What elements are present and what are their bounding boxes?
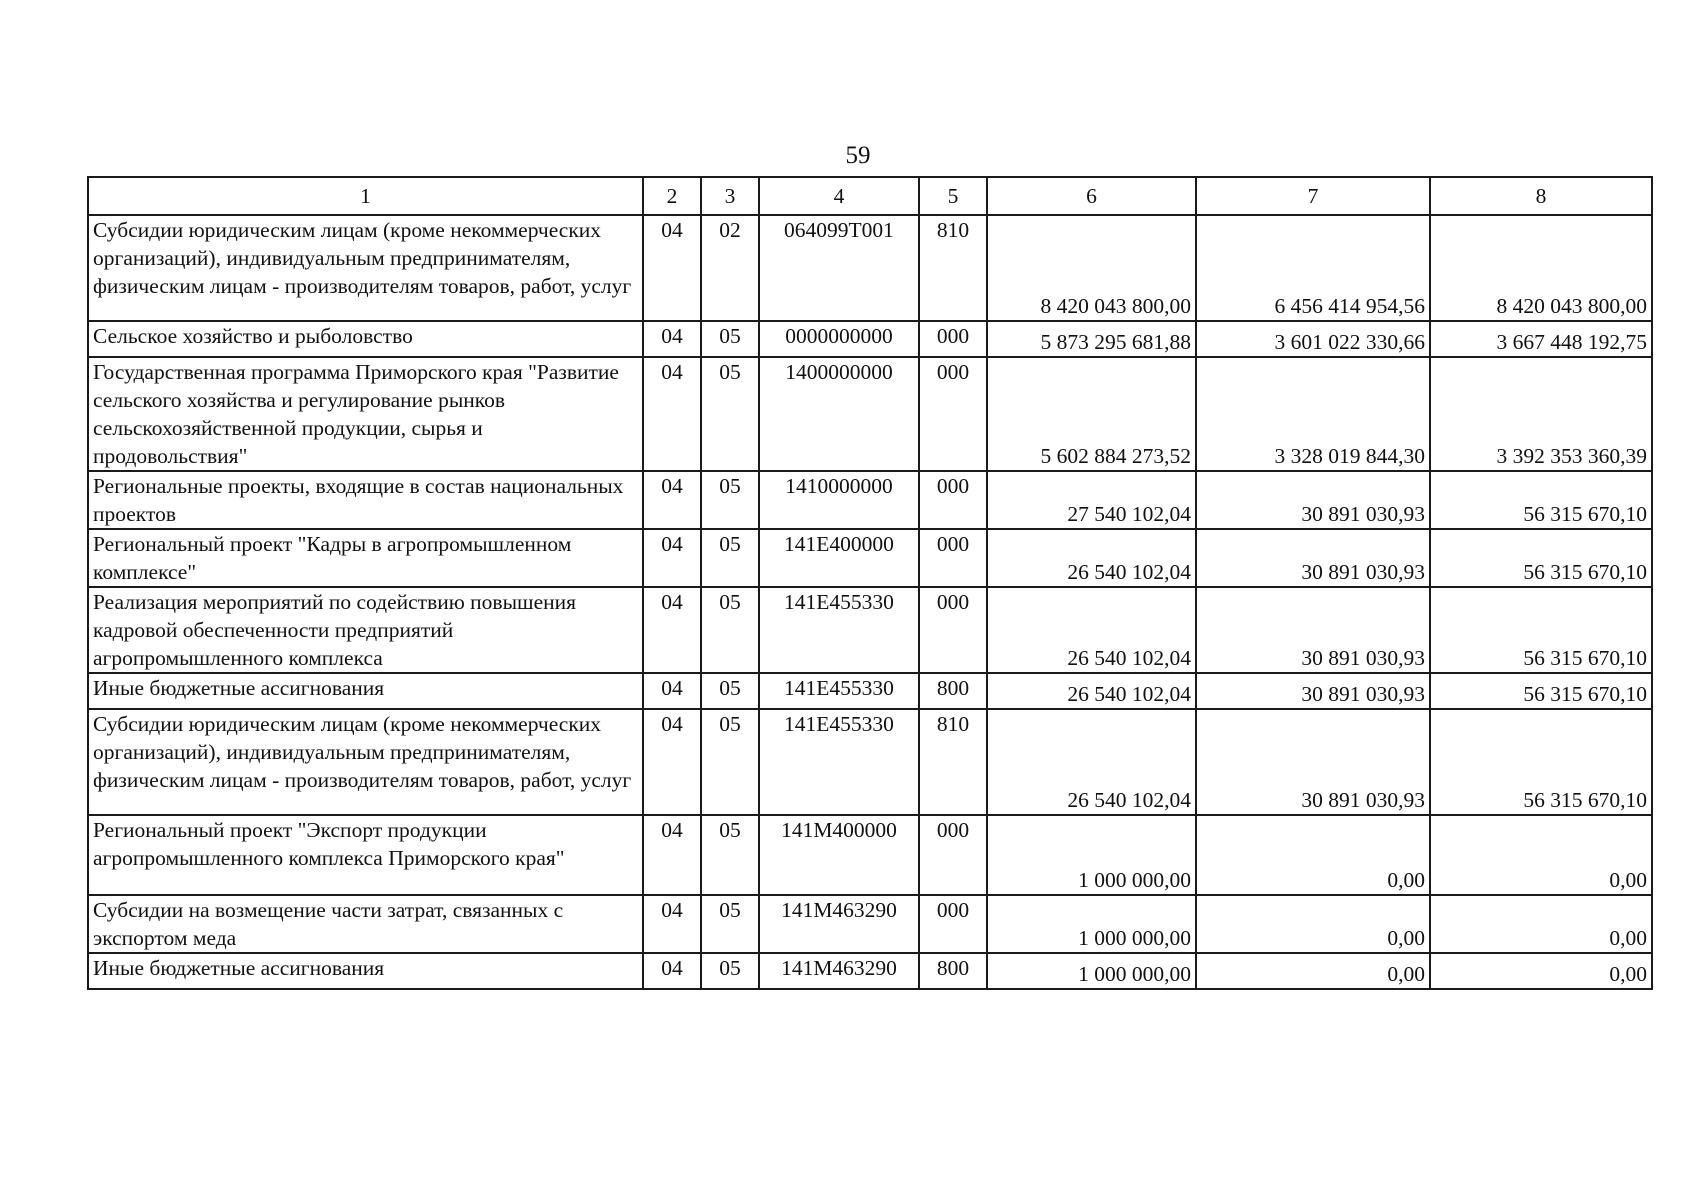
expense-type-code: 000 [919, 471, 987, 529]
column-header: 2 [643, 177, 701, 215]
amount-col-7: 30 891 030,93 [1196, 471, 1430, 529]
amount-col-6: 5 602 884 273,52 [987, 357, 1196, 471]
subsection-code: 05 [701, 587, 759, 673]
amount-col-8: 56 315 670,10 [1430, 587, 1652, 673]
page-number: 59 [845, 142, 871, 169]
row-description: Субсидии на возмещение части затрат, связанных с экспортом меда [88, 895, 643, 953]
amount-col-7: 30 891 030,93 [1196, 529, 1430, 587]
amount-col-6: 27 540 102,04 [987, 471, 1196, 529]
amount-col-6: 1 000 000,00 [987, 895, 1196, 953]
section-code: 04 [643, 673, 701, 709]
column-header: 6 [987, 177, 1196, 215]
row-description: Региональный проект "Экспорт продукции агропромышленного комплекса Приморского края" [88, 815, 643, 895]
expense-type-code: 810 [919, 709, 987, 815]
table-row [88, 673, 1652, 709]
table-row [88, 815, 1652, 895]
target-article-code: 141Е400000 [759, 529, 919, 587]
expense-type-code: 000 [919, 529, 987, 587]
section-code: 04 [643, 709, 701, 815]
expense-type-code: 800 [919, 673, 987, 709]
amount-col-8: 56 315 670,10 [1430, 471, 1652, 529]
target-article-code: 1400000000 [759, 357, 919, 471]
section-code: 04 [643, 895, 701, 953]
target-article-code: 141M463290 [759, 895, 919, 953]
subsection-code: 05 [701, 953, 759, 989]
expense-type-code: 000 [919, 895, 987, 953]
subsection-code: 05 [701, 321, 759, 357]
target-article-code: 141Е455330 [759, 587, 919, 673]
table-row [88, 953, 1652, 989]
section-code: 04 [643, 471, 701, 529]
amount-col-6: 26 540 102,04 [987, 587, 1196, 673]
amount-col-7: 30 891 030,93 [1196, 587, 1430, 673]
target-article-code: 141M463290 [759, 953, 919, 989]
subsection-code: 05 [701, 529, 759, 587]
subsection-code: 05 [701, 673, 759, 709]
expense-type-code: 000 [919, 321, 987, 357]
target-article-code: 141Е455330 [759, 709, 919, 815]
table-row [88, 895, 1652, 953]
subsection-code: 02 [701, 215, 759, 321]
table-row [88, 529, 1652, 587]
subsection-code: 05 [701, 709, 759, 815]
section-code: 04 [643, 529, 701, 587]
row-description: Реализация мероприятий по содействию повышения кадровой обеспеченности предприятий агропромышленного комплекса [88, 587, 643, 673]
amount-col-7: 0,00 [1196, 953, 1430, 989]
row-description: Региональный проект "Кадры в агропромышленном комплексе" [88, 529, 643, 587]
section-code: 04 [643, 953, 701, 989]
column-header: 1 [88, 177, 643, 215]
amount-col-6: 26 540 102,04 [987, 673, 1196, 709]
amount-col-6: 8 420 043 800,00 [987, 215, 1196, 321]
amount-col-6: 5 873 295 681,88 [987, 321, 1196, 357]
subsection-code: 05 [701, 895, 759, 953]
target-article-code: 141Е455330 [759, 673, 919, 709]
column-header: 5 [919, 177, 987, 215]
subsection-code: 05 [701, 357, 759, 471]
column-number-row [88, 177, 1652, 215]
table-row [88, 321, 1652, 357]
budget-table [87, 176, 1653, 990]
row-description: Субсидии юридическим лицам (кроме некоммерческих организаций), индивидуальным предпринимателям, физическим лицам - производителям товаров, работ, услуг [88, 215, 643, 321]
row-description: Субсидии юридическим лицам (кроме некоммерческих организаций), индивидуальным предпринимателям, физическим лицам - производителям товаров, работ, услуг [88, 709, 643, 815]
row-description: Государственная программа Приморского края "Развитие сельского хозяйства и регулирование рынков сельскохозяйственной продукции, сырья и продовольствия" [88, 357, 643, 471]
section-code: 04 [643, 357, 701, 471]
amount-col-8: 56 315 670,10 [1430, 529, 1652, 587]
amount-col-8: 0,00 [1430, 953, 1652, 989]
row-description: Иные бюджетные ассигнования [88, 673, 643, 709]
target-article-code: 0000000000 [759, 321, 919, 357]
table-row [88, 215, 1652, 321]
amount-col-7: 3 328 019 844,30 [1196, 357, 1430, 471]
section-code: 04 [643, 815, 701, 895]
amount-col-8: 3 392 353 360,39 [1430, 357, 1652, 471]
table-row [88, 587, 1652, 673]
target-article-code: 1410000000 [759, 471, 919, 529]
expense-type-code: 810 [919, 215, 987, 321]
expense-type-code: 000 [919, 815, 987, 895]
amount-col-8: 0,00 [1430, 895, 1652, 953]
column-header: 4 [759, 177, 919, 215]
amount-col-8: 3 667 448 192,75 [1430, 321, 1652, 357]
table-row [88, 471, 1652, 529]
row-description: Сельское хозяйство и рыболовство [88, 321, 643, 357]
section-code: 04 [643, 215, 701, 321]
subsection-code: 05 [701, 471, 759, 529]
amount-col-7: 30 891 030,93 [1196, 673, 1430, 709]
target-article-code: 141M400000 [759, 815, 919, 895]
amount-col-6: 26 540 102,04 [987, 709, 1196, 815]
table-row [88, 709, 1652, 815]
expense-type-code: 000 [919, 587, 987, 673]
amount-col-8: 0,00 [1430, 815, 1652, 895]
target-article-code: 064099Т001 [759, 215, 919, 321]
amount-col-7: 0,00 [1196, 895, 1430, 953]
amount-col-8: 56 315 670,10 [1430, 673, 1652, 709]
expense-type-code: 800 [919, 953, 987, 989]
amount-col-6: 26 540 102,04 [987, 529, 1196, 587]
section-code: 04 [643, 587, 701, 673]
amount-col-7: 3 601 022 330,66 [1196, 321, 1430, 357]
row-description: Иные бюджетные ассигнования [88, 953, 643, 989]
amount-col-7: 30 891 030,93 [1196, 709, 1430, 815]
table-row [88, 357, 1652, 471]
amount-col-7: 0,00 [1196, 815, 1430, 895]
subsection-code: 05 [701, 815, 759, 895]
section-code: 04 [643, 321, 701, 357]
column-header: 3 [701, 177, 759, 215]
amount-col-7: 6 456 414 954,56 [1196, 215, 1430, 321]
amount-col-6: 1 000 000,00 [987, 953, 1196, 989]
column-header: 7 [1196, 177, 1430, 215]
expense-type-code: 000 [919, 357, 987, 471]
amount-col-8: 8 420 043 800,00 [1430, 215, 1652, 321]
row-description: Региональные проекты, входящие в состав национальных проектов [88, 471, 643, 529]
amount-col-8: 56 315 670,10 [1430, 709, 1652, 815]
amount-col-6: 1 000 000,00 [987, 815, 1196, 895]
column-header: 8 [1430, 177, 1652, 215]
